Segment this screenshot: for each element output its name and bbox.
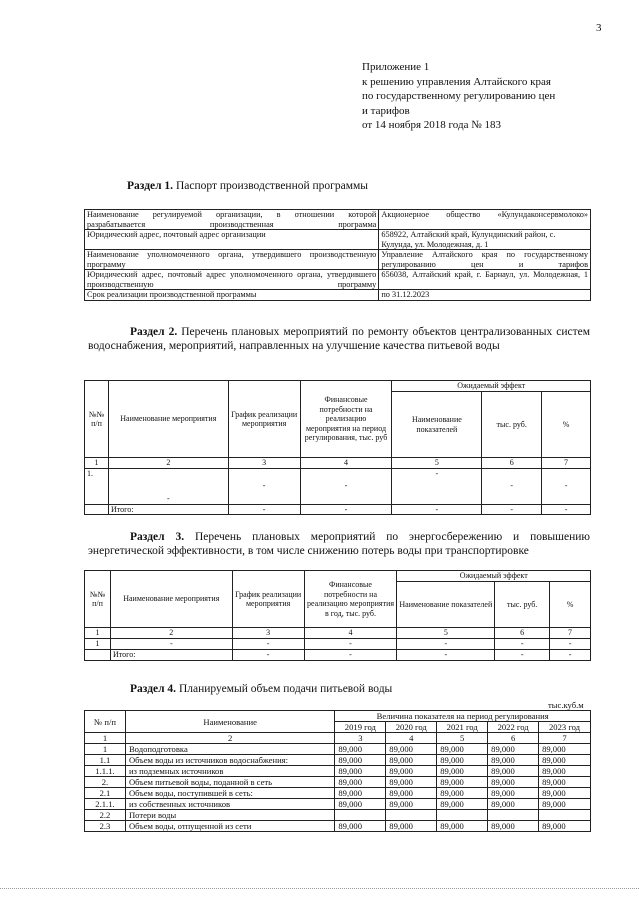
row-value: 89,000 bbox=[539, 766, 591, 777]
header-num: №№ п/п bbox=[85, 571, 111, 628]
header-year: 2019 год bbox=[335, 722, 386, 733]
row-value: 89,000 bbox=[539, 788, 591, 799]
header-percent: % bbox=[550, 582, 591, 628]
table-row bbox=[85, 458, 591, 469]
col-number: 1 bbox=[85, 458, 109, 469]
col-number: 4 bbox=[304, 628, 397, 639]
passport-table bbox=[84, 209, 591, 301]
page-edge-divider bbox=[0, 888, 639, 889]
row-value: 89,000 bbox=[539, 744, 591, 755]
row-num: 1 bbox=[85, 744, 126, 755]
table-row bbox=[85, 250, 591, 270]
row-value: 89,000 bbox=[386, 799, 437, 810]
header-period: Величина показателя на период регулирования bbox=[335, 711, 591, 722]
section1-title: Паспорт производственной программы bbox=[175, 180, 369, 192]
row-value: 89,000 bbox=[488, 799, 539, 810]
appendix-block bbox=[362, 60, 632, 133]
row-num: 1. bbox=[85, 468, 109, 504]
col-number: 4 bbox=[300, 458, 392, 469]
header-num: №№ п/п bbox=[85, 381, 109, 458]
header-schedule: График реализации мероприятия bbox=[228, 381, 300, 458]
section4-heading bbox=[130, 683, 392, 695]
row-name: из собственных источников bbox=[125, 799, 334, 810]
table-row bbox=[85, 744, 591, 755]
section2-heading bbox=[88, 325, 590, 353]
table-row bbox=[85, 290, 591, 301]
header-thousand: тыс. руб. bbox=[482, 392, 542, 458]
col-number: 6 bbox=[495, 628, 550, 639]
passport-cell-right: Акционерное общество «Кулундаконсервмолоко» bbox=[379, 210, 591, 230]
unit-label: тыс.куб.м bbox=[548, 700, 584, 710]
total-cell: - bbox=[397, 650, 495, 661]
row-value: 89,000 bbox=[335, 821, 386, 832]
table-row bbox=[85, 639, 591, 650]
appendix-line: и тарифов bbox=[362, 104, 410, 117]
section2-label: Раздел 2. bbox=[130, 326, 178, 338]
appendix-line: Приложение 1 bbox=[362, 61, 430, 73]
header-indicator: Наименование показателей bbox=[392, 392, 482, 458]
section4-label: Раздел 4. bbox=[130, 683, 177, 695]
passport-cell-left: Наименование регулируемой организации, в отношении которой разрабатывается производственная программа bbox=[85, 210, 379, 230]
section3-table bbox=[84, 570, 591, 661]
header-thousand: тыс. руб. bbox=[495, 582, 550, 628]
col-number: 6 bbox=[482, 458, 542, 469]
row-finance: - bbox=[300, 468, 392, 504]
row-value: 89,000 bbox=[437, 744, 488, 755]
header-effect: Ожидаемый эффект bbox=[397, 571, 591, 582]
row-value: 89,000 bbox=[335, 799, 386, 810]
header-finance: Финансовые потребности на реализацию мероприятия на период регулирования, тыс. руб bbox=[300, 381, 392, 458]
row-value: 89,000 bbox=[335, 755, 386, 766]
empty-cell bbox=[85, 504, 109, 515]
section3-label: Раздел 3. bbox=[130, 531, 185, 543]
total-label: Итого: bbox=[108, 504, 228, 515]
total-cell: - bbox=[304, 650, 397, 661]
row-cell: - bbox=[397, 639, 495, 650]
row-cell: - bbox=[550, 639, 591, 650]
appendix-line: по государственному регулированию цен bbox=[362, 90, 556, 103]
header-effect: Ожидаемый эффект bbox=[392, 381, 591, 392]
total-schedule: - bbox=[228, 504, 300, 515]
passport-cell-left: Наименование уполномоченного органа, утвердившего производственную программу bbox=[85, 250, 379, 270]
row-value bbox=[437, 810, 488, 821]
row-name: Водоподготовка bbox=[125, 744, 334, 755]
table-row bbox=[85, 628, 591, 639]
header-year: 2021 год bbox=[437, 722, 488, 733]
row-value: 89,000 bbox=[335, 788, 386, 799]
row-value: 89,000 bbox=[386, 777, 437, 788]
section2-table bbox=[84, 380, 591, 515]
col-number: 5 bbox=[437, 733, 488, 744]
row-value: 89,000 bbox=[488, 744, 539, 755]
table-row bbox=[85, 711, 591, 722]
total-thousand: - bbox=[482, 504, 542, 515]
total-finance: - bbox=[300, 504, 392, 515]
header-year: 2022 год bbox=[488, 722, 539, 733]
row-name: - bbox=[108, 468, 228, 504]
section2-title: Перечень плановых мероприятий по ремонту объектов централизованных систем водоснабжения, мероприятий, направленных на улучшение качества питьевой воды bbox=[88, 326, 591, 352]
row-value bbox=[335, 810, 386, 821]
row-cell: 1 bbox=[85, 639, 111, 650]
row-value: 89,000 bbox=[437, 799, 488, 810]
row-num: 2.1 bbox=[85, 788, 126, 799]
row-name: Объем воды из источников водоснабжения: bbox=[125, 755, 334, 766]
col-number: 7 bbox=[550, 628, 591, 639]
header-percent: % bbox=[542, 392, 591, 458]
header-name: Наименование мероприятия bbox=[110, 571, 232, 628]
col-number: 7 bbox=[542, 458, 591, 469]
col-number: 3 bbox=[232, 628, 304, 639]
appendix-line: к решению управления Алтайского края bbox=[362, 75, 551, 88]
col-number: 3 bbox=[228, 458, 300, 469]
total-percent: - bbox=[542, 504, 591, 515]
table-row bbox=[85, 810, 591, 821]
table-row bbox=[85, 504, 591, 515]
row-value: 89,000 bbox=[386, 821, 437, 832]
table-row bbox=[85, 766, 591, 777]
section3-heading bbox=[88, 530, 590, 558]
col-number: 2 bbox=[110, 628, 232, 639]
passport-cell-left: Юридический адрес, почтовый адрес организации bbox=[85, 230, 379, 250]
row-num: 2.3 bbox=[85, 821, 126, 832]
row-value: 89,000 bbox=[335, 766, 386, 777]
row-value: 89,000 bbox=[386, 766, 437, 777]
row-value: 89,000 bbox=[386, 788, 437, 799]
row-indicator: - bbox=[392, 468, 482, 504]
row-name: Объем питьевой воды, поданной в сеть bbox=[125, 777, 334, 788]
passport-cell-left: Срок реализации производственной программы bbox=[85, 290, 379, 301]
table-row bbox=[85, 788, 591, 799]
section4-table bbox=[84, 710, 591, 832]
row-num: 1.1.1. bbox=[85, 766, 126, 777]
row-value: 89,000 bbox=[539, 777, 591, 788]
passport-cell-left: Юридический адрес, почтовый адрес уполномоченного органа, утвердившего производственную программу bbox=[85, 270, 379, 290]
row-value: 89,000 bbox=[488, 777, 539, 788]
section1-heading bbox=[127, 180, 368, 192]
table-row bbox=[85, 821, 591, 832]
section4-title: Планируемый объем подачи питьевой воды bbox=[178, 683, 393, 695]
total-label: Итого: bbox=[110, 650, 232, 661]
header-indicator: Наименование показателей bbox=[397, 582, 495, 628]
row-name: Объем воды, поступившей в сеть: bbox=[125, 788, 334, 799]
table-row bbox=[85, 210, 591, 230]
table-row bbox=[85, 230, 591, 250]
header-year: 2020 год bbox=[386, 722, 437, 733]
row-value: 89,000 bbox=[488, 766, 539, 777]
row-value: 89,000 bbox=[386, 744, 437, 755]
table-row bbox=[85, 799, 591, 810]
table-row bbox=[85, 733, 591, 744]
header-schedule: График реализации мероприятия bbox=[232, 571, 304, 628]
total-cell: - bbox=[232, 650, 304, 661]
row-cell: - bbox=[110, 639, 232, 650]
row-value: 89,000 bbox=[539, 799, 591, 810]
row-value: 89,000 bbox=[335, 744, 386, 755]
total-cell: - bbox=[495, 650, 550, 661]
header-name: Наименование bbox=[125, 711, 334, 733]
table-row bbox=[85, 571, 591, 582]
row-num: 2. bbox=[85, 777, 126, 788]
row-name: Объем воды, отпущенной из сети bbox=[125, 821, 334, 832]
row-value: 89,000 bbox=[437, 777, 488, 788]
total-cell: - bbox=[550, 650, 591, 661]
col-number: 4 bbox=[386, 733, 437, 744]
header-year: 2023 год bbox=[539, 722, 591, 733]
passport-cell-right: по 31.12.2023 bbox=[379, 290, 591, 301]
col-number: 1 bbox=[85, 628, 111, 639]
passport-cell-right: Управление Алтайского края по государственному регулированию цен и тарифов bbox=[379, 250, 591, 270]
page-number: 3 bbox=[596, 22, 602, 34]
row-value: 89,000 bbox=[488, 788, 539, 799]
row-value: 89,000 bbox=[539, 755, 591, 766]
row-value: 89,000 bbox=[437, 755, 488, 766]
row-num: 2.2 bbox=[85, 810, 126, 821]
header-name: Наименование мероприятия bbox=[108, 381, 228, 458]
col-number: 1 bbox=[85, 733, 126, 744]
section1-label: Раздел 1. bbox=[127, 180, 174, 192]
section3-title: Перечень плановых мероприятий по энергосбережению и повышению энергетической эффективности, в том числе снижению потерь воды при транспортировке bbox=[88, 531, 591, 557]
col-number: 2 bbox=[125, 733, 334, 744]
row-num: 1.1 bbox=[85, 755, 126, 766]
table-row bbox=[85, 381, 591, 392]
col-number: 7 bbox=[539, 733, 591, 744]
row-name: Потери воды bbox=[125, 810, 334, 821]
row-percent: - bbox=[542, 468, 591, 504]
row-thousand: - bbox=[482, 468, 542, 504]
table-row bbox=[85, 650, 591, 661]
passport-cell-right: 658922, Алтайский край, Кулундинский район, с. Кулунда, ул. Молодежная, д. 1 bbox=[379, 230, 591, 250]
row-value bbox=[488, 810, 539, 821]
empty-cell bbox=[85, 650, 111, 661]
row-value: 89,000 bbox=[488, 821, 539, 832]
col-number: 3 bbox=[335, 733, 386, 744]
row-cell: - bbox=[304, 639, 397, 650]
row-value: 89,000 bbox=[539, 821, 591, 832]
col-number: 5 bbox=[397, 628, 495, 639]
row-value bbox=[386, 810, 437, 821]
row-value: 89,000 bbox=[335, 777, 386, 788]
row-cell: - bbox=[495, 639, 550, 650]
row-num: 2.1.1. bbox=[85, 799, 126, 810]
row-value: 89,000 bbox=[437, 821, 488, 832]
table-row bbox=[85, 270, 591, 290]
row-cell: - bbox=[232, 639, 304, 650]
row-value: 89,000 bbox=[386, 755, 437, 766]
row-value: 89,000 bbox=[437, 766, 488, 777]
col-number: 2 bbox=[108, 458, 228, 469]
row-value: 89,000 bbox=[488, 755, 539, 766]
header-finance: Финансовые потребности на реализацию мероприятия в год, тыс. руб. bbox=[304, 571, 397, 628]
col-number: 6 bbox=[488, 733, 539, 744]
passport-cell-right: 656038, Алтайский край, г. Барнаул, ул. Молодежная, 1 bbox=[379, 270, 591, 290]
row-value: 89,000 bbox=[437, 788, 488, 799]
header-num: № п/п bbox=[85, 711, 126, 733]
row-schedule: - bbox=[228, 468, 300, 504]
table-row bbox=[85, 468, 591, 504]
table-row bbox=[85, 777, 591, 788]
total-indicator: - bbox=[392, 504, 482, 515]
col-number: 5 bbox=[392, 458, 482, 469]
table-row bbox=[85, 755, 591, 766]
row-value bbox=[539, 810, 591, 821]
row-name: из подземных источников bbox=[125, 766, 334, 777]
appendix-line: от 14 ноября 2018 года № 183 bbox=[362, 119, 501, 132]
